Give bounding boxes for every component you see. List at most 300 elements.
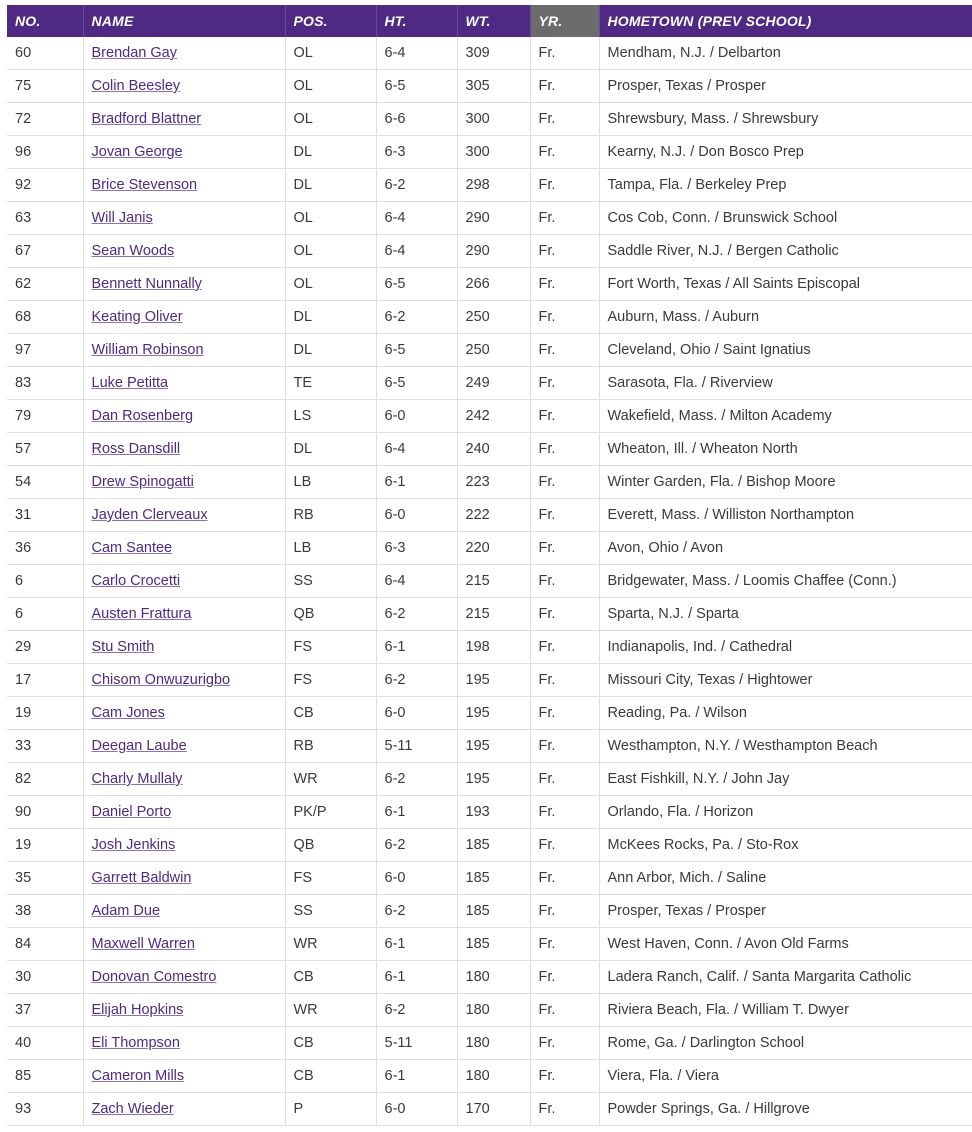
player-year-cell: Fr. <box>530 532 599 565</box>
player-name-cell <box>83 268 285 301</box>
player-name-cell <box>83 400 285 433</box>
player-name-cell <box>83 730 285 763</box>
player-number-cell: 79 <box>7 400 83 433</box>
player-height-cell: 6-0 <box>376 400 457 433</box>
player-weight-cell: 240 <box>457 433 530 466</box>
player-name-link[interactable]: Drew Spinogatti <box>91 474 194 490</box>
player-name-cell <box>83 763 285 796</box>
player-name-link[interactable]: Bradford Blattner <box>91 111 202 127</box>
player-height-cell: 6-5 <box>376 367 457 400</box>
player-number-cell: 62 <box>7 268 83 301</box>
player-height-cell: 6-2 <box>376 763 457 796</box>
player-name-cell <box>83 301 285 334</box>
player-number-cell: 35 <box>7 862 83 895</box>
player-name-link[interactable]: Cameron Mills <box>91 1068 185 1084</box>
player-hometown-cell: West Haven, Conn. / Avon Old Farms <box>599 928 972 961</box>
player-height-cell: 6-5 <box>376 334 457 367</box>
player-weight-cell: 309 <box>457 37 530 70</box>
player-hometown-cell: Bridgewater, Mass. / Loomis Chaffee (Conn.) <box>599 565 972 598</box>
player-height-cell: 6-1 <box>376 961 457 994</box>
table-row <box>7 169 972 202</box>
player-hometown-cell: Fort Worth, Texas / All Saints Episcopal <box>599 268 972 301</box>
player-year-cell: Fr. <box>530 301 599 334</box>
player-name-link[interactable]: Daniel Porto <box>91 804 172 820</box>
player-position-cell: RB <box>285 730 376 763</box>
table-row <box>7 631 972 664</box>
player-year-cell: Fr. <box>530 400 599 433</box>
table-row <box>7 37 972 70</box>
player-number-cell: 19 <box>7 697 83 730</box>
player-number-cell: 57 <box>7 433 83 466</box>
player-position-cell: LB <box>285 532 376 565</box>
player-year-cell: Fr. <box>530 169 599 202</box>
player-hometown-cell: Rome, Ga. / Darlington School <box>599 1027 972 1060</box>
player-name-link[interactable]: Deegan Laube <box>91 738 187 754</box>
player-year-cell: Fr. <box>530 235 599 268</box>
player-name-link[interactable]: Jovan George <box>91 144 183 160</box>
table-row <box>7 928 972 961</box>
table-row <box>7 664 972 697</box>
player-name-cell <box>83 103 285 136</box>
table-row <box>7 136 972 169</box>
player-position-cell: WR <box>285 763 376 796</box>
player-name-link[interactable]: Jayden Clerveaux <box>91 507 208 523</box>
column-header-hometown[interactable]: HOMETOWN (PREV SCHOOL) <box>599 5 972 37</box>
player-name-link[interactable]: Keating Oliver <box>91 309 183 325</box>
table-body <box>7 37 972 1126</box>
player-height-cell: 6-3 <box>376 532 457 565</box>
table-row <box>7 763 972 796</box>
column-header-no[interactable]: NO. <box>7 5 83 37</box>
player-year-cell: Fr. <box>530 664 599 697</box>
player-height-cell: 6-2 <box>376 664 457 697</box>
player-year-cell: Fr. <box>530 763 599 796</box>
player-name-cell <box>83 994 285 1027</box>
player-number-cell: 6 <box>7 598 83 631</box>
player-height-cell: 6-6 <box>376 103 457 136</box>
player-name-link[interactable]: Luke Petitta <box>91 375 169 391</box>
player-year-cell: Fr. <box>530 136 599 169</box>
player-position-cell: CB <box>285 1060 376 1093</box>
player-weight-cell: 195 <box>457 697 530 730</box>
player-weight-cell: 300 <box>457 136 530 169</box>
player-hometown-cell: Sarasota, Fla. / Riverview <box>599 367 972 400</box>
player-name-cell <box>83 367 285 400</box>
player-hometown-cell: East Fishkill, N.Y. / John Jay <box>599 763 972 796</box>
table-row <box>7 1093 972 1126</box>
player-position-cell: SS <box>285 565 376 598</box>
table-row <box>7 433 972 466</box>
player-height-cell: 6-0 <box>376 1093 457 1126</box>
player-name-link[interactable]: Zach Wieder <box>91 1101 174 1117</box>
player-hometown-cell: Saddle River, N.J. / Bergen Catholic <box>599 235 972 268</box>
player-position-cell: DL <box>285 169 376 202</box>
player-height-cell: 6-2 <box>376 301 457 334</box>
player-height-cell: 6-5 <box>376 268 457 301</box>
table-row <box>7 862 972 895</box>
player-name-link[interactable]: Will Janis <box>91 210 153 226</box>
player-weight-cell: 220 <box>457 532 530 565</box>
player-year-cell: Fr. <box>530 1060 599 1093</box>
player-number-cell: 82 <box>7 763 83 796</box>
player-year-cell: Fr. <box>530 334 599 367</box>
player-position-cell: FS <box>285 664 376 697</box>
player-year-cell: Fr. <box>530 202 599 235</box>
player-number-cell: 75 <box>7 70 83 103</box>
player-weight-cell: 249 <box>457 367 530 400</box>
player-hometown-cell: Shrewsbury, Mass. / Shrewsbury <box>599 103 972 136</box>
player-number-cell: 90 <box>7 796 83 829</box>
player-hometown-cell: Kearny, N.J. / Don Bosco Prep <box>599 136 972 169</box>
player-hometown-cell: Mendham, N.J. / Delbarton <box>599 37 972 70</box>
player-name-cell <box>83 895 285 928</box>
player-position-cell: P <box>285 1093 376 1126</box>
player-weight-cell: 242 <box>457 400 530 433</box>
player-name-cell <box>83 169 285 202</box>
player-weight-cell: 193 <box>457 796 530 829</box>
player-year-cell: Fr. <box>530 829 599 862</box>
player-name-cell <box>83 664 285 697</box>
player-weight-cell: 185 <box>457 829 530 862</box>
header-row <box>7 5 972 37</box>
player-height-cell: 6-2 <box>376 829 457 862</box>
player-name-link[interactable]: Maxwell Warren <box>91 936 195 952</box>
player-year-cell: Fr. <box>530 697 599 730</box>
player-year-cell: Fr. <box>530 631 599 664</box>
player-weight-cell: 195 <box>457 763 530 796</box>
table-row <box>7 367 972 400</box>
player-name-cell <box>83 499 285 532</box>
player-weight-cell: 250 <box>457 301 530 334</box>
player-year-cell: Fr. <box>530 598 599 631</box>
player-year-cell: Fr. <box>530 961 599 994</box>
player-weight-cell: 290 <box>457 202 530 235</box>
player-name-link[interactable]: Stu Smith <box>91 639 155 655</box>
player-hometown-cell: Wakefield, Mass. / Milton Academy <box>599 400 972 433</box>
player-year-cell: Fr. <box>530 730 599 763</box>
player-number-cell: 19 <box>7 829 83 862</box>
column-header-pos[interactable]: POS. <box>285 5 376 37</box>
player-year-cell: Fr. <box>530 796 599 829</box>
player-year-cell: Fr. <box>530 103 599 136</box>
player-name-link[interactable]: Bennett Nunnally <box>91 276 202 292</box>
player-weight-cell: 215 <box>457 598 530 631</box>
player-height-cell: 6-2 <box>376 169 457 202</box>
table-row <box>7 1027 972 1060</box>
player-weight-cell: 300 <box>457 103 530 136</box>
table-row <box>7 268 972 301</box>
column-header-name[interactable]: NAME <box>83 5 285 37</box>
player-name-cell <box>83 466 285 499</box>
player-weight-cell: 170 <box>457 1093 530 1126</box>
player-position-cell: WR <box>285 994 376 1027</box>
player-height-cell: 6-4 <box>376 37 457 70</box>
player-number-cell: 72 <box>7 103 83 136</box>
player-weight-cell: 223 <box>457 466 530 499</box>
table-row <box>7 730 972 763</box>
player-position-cell: OL <box>285 37 376 70</box>
player-height-cell: 6-4 <box>376 433 457 466</box>
player-position-cell: DL <box>285 433 376 466</box>
player-position-cell: OL <box>285 103 376 136</box>
player-position-cell: FS <box>285 631 376 664</box>
table-row <box>7 301 972 334</box>
player-position-cell: QB <box>285 829 376 862</box>
player-position-cell: DL <box>285 301 376 334</box>
player-number-cell: 60 <box>7 37 83 70</box>
player-weight-cell: 305 <box>457 70 530 103</box>
player-position-cell: RB <box>285 499 376 532</box>
player-position-cell: PK/P <box>285 796 376 829</box>
roster-table <box>7 5 972 1126</box>
table-row <box>7 895 972 928</box>
player-hometown-cell: McKees Rocks, Pa. / Sto-Rox <box>599 829 972 862</box>
table-row <box>7 70 972 103</box>
player-height-cell: 6-4 <box>376 235 457 268</box>
player-hometown-cell: Tampa, Fla. / Berkeley Prep <box>599 169 972 202</box>
player-weight-cell: 180 <box>457 1060 530 1093</box>
player-name-cell <box>83 631 285 664</box>
player-number-cell: 92 <box>7 169 83 202</box>
table-row <box>7 466 972 499</box>
player-hometown-cell: Cos Cob, Conn. / Brunswick School <box>599 202 972 235</box>
player-name-cell <box>83 1027 285 1060</box>
player-height-cell: 6-0 <box>376 862 457 895</box>
player-hometown-cell: Sparta, N.J. / Sparta <box>599 598 972 631</box>
player-name-cell <box>83 235 285 268</box>
player-position-cell: OL <box>285 235 376 268</box>
player-name-cell <box>83 334 285 367</box>
player-name-link[interactable]: Eli Thompson <box>91 1035 180 1051</box>
player-name-cell <box>83 37 285 70</box>
player-name-cell <box>83 928 285 961</box>
table-row <box>7 829 972 862</box>
player-position-cell: CB <box>285 961 376 994</box>
player-name-link[interactable]: Austen Frattura <box>91 606 192 622</box>
player-year-cell: Fr. <box>530 466 599 499</box>
player-height-cell: 6-4 <box>376 202 457 235</box>
column-header-wt[interactable]: WT. <box>457 5 530 37</box>
table-row <box>7 994 972 1027</box>
player-year-cell: Fr. <box>530 1027 599 1060</box>
player-height-cell: 6-1 <box>376 1060 457 1093</box>
player-name-cell <box>83 1060 285 1093</box>
player-name-cell <box>83 70 285 103</box>
player-name-link[interactable]: Sean Woods <box>91 243 175 259</box>
player-number-cell: 29 <box>7 631 83 664</box>
player-year-cell: Fr. <box>530 70 599 103</box>
player-position-cell: CB <box>285 697 376 730</box>
player-name-cell <box>83 796 285 829</box>
table-header <box>7 5 972 37</box>
table-row <box>7 499 972 532</box>
player-weight-cell: 180 <box>457 1027 530 1060</box>
player-name-link[interactable]: Donovan Comestro <box>91 969 217 985</box>
player-height-cell: 5-11 <box>376 1027 457 1060</box>
player-name-link[interactable]: Brendan Gay <box>91 45 177 61</box>
player-name-cell <box>83 1093 285 1126</box>
player-position-cell: DL <box>285 334 376 367</box>
player-name-cell <box>83 202 285 235</box>
player-height-cell: 6-0 <box>376 499 457 532</box>
player-name-link[interactable]: Dan Rosenberg <box>91 408 194 424</box>
table-row <box>7 565 972 598</box>
player-hometown-cell: Ann Arbor, Mich. / Saline <box>599 862 972 895</box>
player-year-cell: Fr. <box>530 895 599 928</box>
player-height-cell: 5-11 <box>376 730 457 763</box>
player-name-cell <box>83 829 285 862</box>
player-weight-cell: 180 <box>457 961 530 994</box>
table-row <box>7 400 972 433</box>
player-year-cell: Fr. <box>530 928 599 961</box>
player-hometown-cell: Powder Springs, Ga. / Hillgrove <box>599 1093 972 1126</box>
player-name-link[interactable]: Elijah Hopkins <box>91 1002 184 1018</box>
table-row <box>7 697 972 730</box>
player-height-cell: 6-2 <box>376 598 457 631</box>
player-position-cell: OL <box>285 268 376 301</box>
player-number-cell: 96 <box>7 136 83 169</box>
player-hometown-cell: Ladera Ranch, Calif. / Santa Margarita Catholic <box>599 961 972 994</box>
player-year-cell: Fr. <box>530 499 599 532</box>
player-hometown-cell: Indianapolis, Ind. / Cathedral <box>599 631 972 664</box>
player-name-cell <box>83 136 285 169</box>
player-hometown-cell: Cleveland, Ohio / Saint Ignatius <box>599 334 972 367</box>
column-header-yr[interactable]: YR. <box>530 5 599 37</box>
player-position-cell: QB <box>285 598 376 631</box>
player-weight-cell: 180 <box>457 994 530 1027</box>
player-year-cell: Fr. <box>530 994 599 1027</box>
player-number-cell: 84 <box>7 928 83 961</box>
table-row <box>7 598 972 631</box>
player-year-cell: Fr. <box>530 367 599 400</box>
player-hometown-cell: Auburn, Mass. / Auburn <box>599 301 972 334</box>
player-name-link[interactable]: Carlo Crocetti <box>91 573 181 589</box>
player-hometown-cell: Wheaton, Ill. / Wheaton North <box>599 433 972 466</box>
player-hometown-cell: Viera, Fla. / Viera <box>599 1060 972 1093</box>
player-year-cell: Fr. <box>530 268 599 301</box>
table-row <box>7 532 972 565</box>
player-weight-cell: 215 <box>457 565 530 598</box>
player-number-cell: 38 <box>7 895 83 928</box>
player-hometown-cell: Prosper, Texas / Prosper <box>599 70 972 103</box>
player-weight-cell: 290 <box>457 235 530 268</box>
player-number-cell: 67 <box>7 235 83 268</box>
player-number-cell: 85 <box>7 1060 83 1093</box>
player-name-link[interactable]: Garrett Baldwin <box>91 870 192 886</box>
player-height-cell: 6-1 <box>376 631 457 664</box>
player-number-cell: 30 <box>7 961 83 994</box>
player-name-link[interactable]: Brice Stevenson <box>91 177 198 193</box>
player-hometown-cell: Winter Garden, Fla. / Bishop Moore <box>599 466 972 499</box>
column-header-ht[interactable]: HT. <box>376 5 457 37</box>
player-hometown-cell: Reading, Pa. / Wilson <box>599 697 972 730</box>
player-number-cell: 83 <box>7 367 83 400</box>
player-hometown-cell: Missouri City, Texas / Hightower <box>599 664 972 697</box>
player-year-cell: Fr. <box>530 862 599 895</box>
player-position-cell: OL <box>285 202 376 235</box>
player-weight-cell: 250 <box>457 334 530 367</box>
player-position-cell: LS <box>285 400 376 433</box>
player-hometown-cell: Westhampton, N.Y. / Westhampton Beach <box>599 730 972 763</box>
player-height-cell: 6-4 <box>376 565 457 598</box>
player-weight-cell: 195 <box>457 730 530 763</box>
player-name-link[interactable]: Charly Mullaly <box>91 771 183 787</box>
player-height-cell: 6-1 <box>376 466 457 499</box>
player-number-cell: 36 <box>7 532 83 565</box>
player-position-cell: TE <box>285 367 376 400</box>
player-name-link[interactable]: Cam Santee <box>91 540 173 556</box>
player-number-cell: 63 <box>7 202 83 235</box>
player-name-link[interactable]: Chisom Onwuzurigbo <box>91 672 231 688</box>
player-name-cell <box>83 565 285 598</box>
player-name-cell <box>83 697 285 730</box>
table-row <box>7 796 972 829</box>
player-height-cell: 6-3 <box>376 136 457 169</box>
player-position-cell: OL <box>285 70 376 103</box>
player-height-cell: 6-2 <box>376 994 457 1027</box>
player-height-cell: 6-2 <box>376 895 457 928</box>
player-position-cell: WR <box>285 928 376 961</box>
player-number-cell: 31 <box>7 499 83 532</box>
player-position-cell: LB <box>285 466 376 499</box>
player-name-link[interactable]: Colin Beesley <box>91 78 181 94</box>
player-position-cell: DL <box>285 136 376 169</box>
player-weight-cell: 298 <box>457 169 530 202</box>
player-name-cell <box>83 433 285 466</box>
player-hometown-cell: Prosper, Texas / Prosper <box>599 895 972 928</box>
player-hometown-cell: Orlando, Fla. / Horizon <box>599 796 972 829</box>
player-hometown-cell: Riviera Beach, Fla. / William T. Dwyer <box>599 994 972 1027</box>
player-hometown-cell: Avon, Ohio / Avon <box>599 532 972 565</box>
player-weight-cell: 185 <box>457 895 530 928</box>
player-year-cell: Fr. <box>530 37 599 70</box>
player-name-link[interactable]: Adam Due <box>91 903 161 919</box>
player-position-cell: FS <box>285 862 376 895</box>
player-weight-cell: 185 <box>457 862 530 895</box>
table-row <box>7 202 972 235</box>
player-name-link[interactable]: Josh Jenkins <box>91 837 176 853</box>
player-number-cell: 54 <box>7 466 83 499</box>
player-name-cell <box>83 598 285 631</box>
player-number-cell: 40 <box>7 1027 83 1060</box>
player-name-link[interactable]: Cam Jones <box>91 705 165 721</box>
player-number-cell: 68 <box>7 301 83 334</box>
player-year-cell: Fr. <box>530 433 599 466</box>
player-number-cell: 93 <box>7 1093 83 1126</box>
player-number-cell: 97 <box>7 334 83 367</box>
player-weight-cell: 185 <box>457 928 530 961</box>
player-name-cell <box>83 961 285 994</box>
player-height-cell: 6-1 <box>376 928 457 961</box>
player-year-cell: Fr. <box>530 1093 599 1126</box>
player-number-cell: 17 <box>7 664 83 697</box>
player-height-cell: 6-5 <box>376 70 457 103</box>
player-year-cell: Fr. <box>530 565 599 598</box>
player-height-cell: 6-0 <box>376 697 457 730</box>
table-row <box>7 103 972 136</box>
table-row <box>7 1060 972 1093</box>
player-name-cell <box>83 532 285 565</box>
player-number-cell: 37 <box>7 994 83 1027</box>
player-name-link[interactable]: Ross Dansdill <box>91 441 181 457</box>
player-position-cell: CB <box>285 1027 376 1060</box>
table-row <box>7 961 972 994</box>
player-weight-cell: 222 <box>457 499 530 532</box>
player-height-cell: 6-1 <box>376 796 457 829</box>
player-name-link[interactable]: William Robinson <box>91 342 204 358</box>
player-position-cell: SS <box>285 895 376 928</box>
player-weight-cell: 195 <box>457 664 530 697</box>
